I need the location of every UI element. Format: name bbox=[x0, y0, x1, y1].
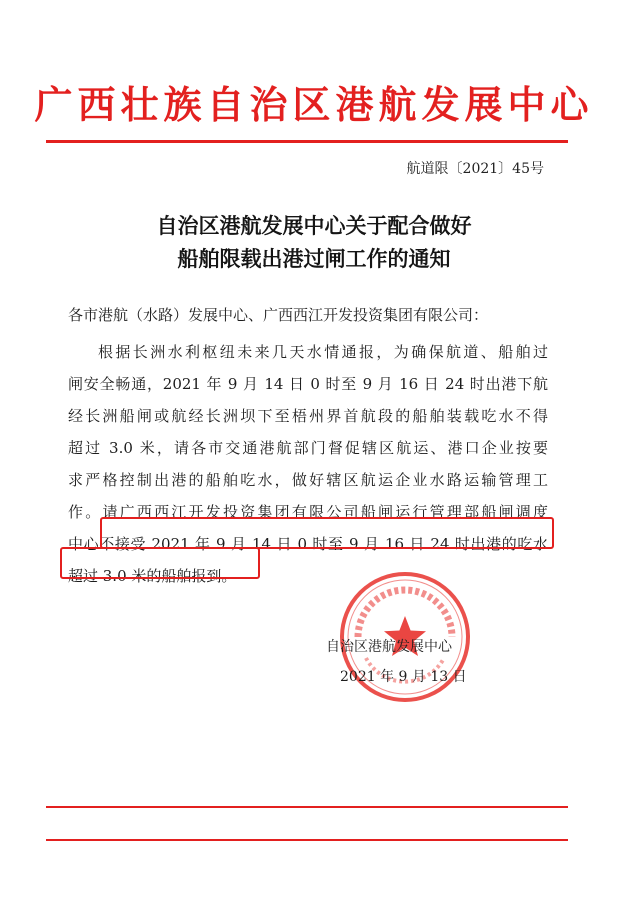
body-line: 经长洲船闸或航经长洲坝下至梧州界首航段的船舶装载吃水不得 bbox=[68, 407, 548, 425]
body-line: 根据长洲水利枢纽未来几天水情通报，为确保航道、船舶过 bbox=[98, 343, 548, 361]
body-line: 求严格控制出港的船舶吃水，做好辖区航运企业水路运输管理工 bbox=[68, 471, 548, 489]
title-line-2: 船舶限载出港过闸工作的通知 bbox=[177, 247, 451, 271]
highlight-box-line-2 bbox=[60, 547, 260, 579]
body-line: 作。请广西西江开发投资集团有限公司船闸运行管理部船闸调度 bbox=[68, 503, 548, 521]
body-line: 超过 3.0 米的船舶报到。 bbox=[68, 567, 237, 585]
title-line-1: 自治区港航发展中心关于配合做好 bbox=[156, 214, 472, 238]
document-title bbox=[0, 210, 628, 276]
highlight-box-line-1 bbox=[100, 517, 554, 549]
signature-date: 2021 年 9 月 13 日 bbox=[340, 669, 467, 685]
organization-header: 广西壮族自治区港航发展中心 bbox=[34, 82, 594, 127]
body-line: 闸安全畅通，2021 年 9 月 14 日 0 时至 9 月 16 日 24 时出港下航 bbox=[68, 375, 548, 393]
addressee-line: 各市港航（水路）发展中心、广西西江开发投资集团有限公司： bbox=[68, 306, 489, 324]
body-line: 超过 3.0 米，请各市交通港航部门督促辖区航运、港口企业按要 bbox=[68, 439, 548, 457]
document-number: 航道限〔2021〕45号 bbox=[406, 161, 544, 177]
footer-divider-top bbox=[46, 806, 568, 808]
signature-organization: 自治区港航发展中心 bbox=[326, 639, 452, 655]
footer-divider-bottom bbox=[46, 839, 568, 841]
body-line: 中心不接受 2021 年 9 月 14 日 0 时至 9 月 16 日 24 时出港的吃水 bbox=[68, 535, 548, 553]
header-divider bbox=[46, 140, 568, 143]
